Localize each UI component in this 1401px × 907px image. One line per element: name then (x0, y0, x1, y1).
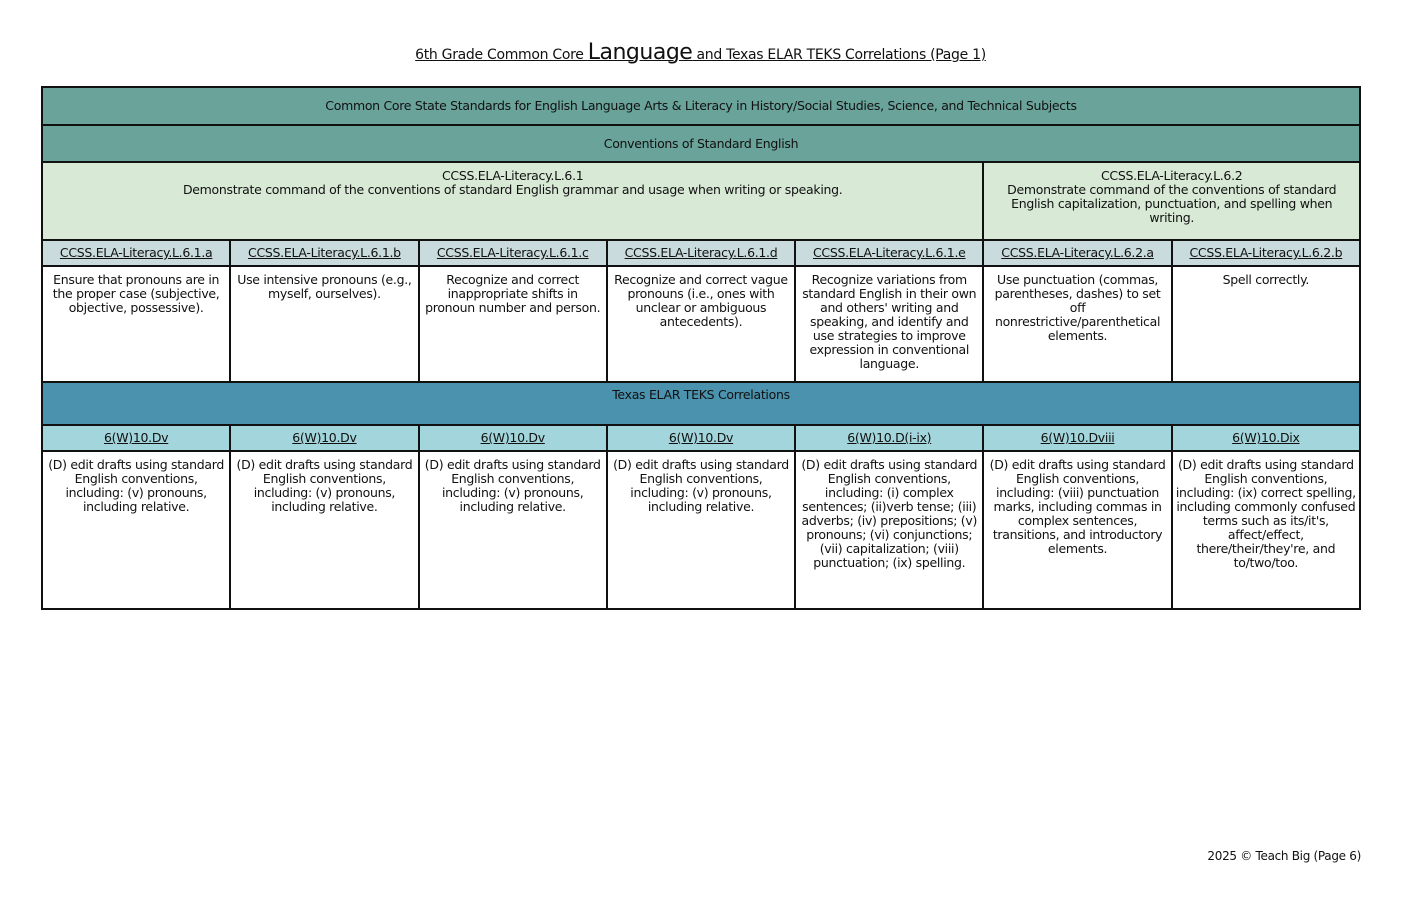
standard-code: CCSS.ELA-Literacy.L.6.1 (441, 168, 584, 183)
page-footer: 2025 © Teach Big (Page 6) (1207, 849, 1361, 863)
substandard-description: Recognize and correct vague pronouns (i.e., ones with unclear or ambiguous antecedents). (607, 266, 795, 382)
teks-description: (D) edit drafts using standard English conventions, including: (v) pronouns, including relative. (607, 451, 795, 609)
teks-description: (D) edit drafts using standard English conventions, including: (viii) punctuation marks, including commas in complex sentences, transitions, and introductory elements. (983, 451, 1171, 609)
teks-description: (D) edit drafts using standard English conventions, including: (v) pronouns, including relative. (419, 451, 607, 609)
substandard-code-link[interactable]: CCSS.ELA-Literacy.L.6.2.a (983, 240, 1171, 266)
ccss-header: Common Core State Standards for English Language Arts & Literacy in History/Social Studies, Science, and Technical Subjects (42, 87, 1360, 125)
teks-code-link[interactable]: 6(W)10.Dv (230, 425, 418, 451)
teks-code-link[interactable]: 6(W)10.Dv (607, 425, 795, 451)
page-title (0, 38, 1401, 70)
standard-code: CCSS.ELA-Literacy.L.6.2 (1100, 168, 1243, 183)
substandard-description: Use intensive pronouns (e.g., myself, ourselves). (230, 266, 418, 382)
substandard-code-link[interactable]: CCSS.ELA-Literacy.L.6.1.a (42, 240, 230, 266)
substandard-description: Recognize variations from standard English in their own and others' writing and speaking, and identify and use strategies to improve expression in conventional language. (795, 266, 983, 382)
teks-description: (D) edit drafts using standard English conventions, including: (v) pronouns, including relative. (230, 451, 418, 609)
title-prefix: 6th Grade Common Core (415, 47, 588, 63)
teks-description: (D) edit drafts using standard English conventions, including: (i) complex sentences; (ii)verb tense; (iii) adverbs; (iv) prepositions; (v) pronouns; (vi) conjunctions; (vii) capitalization; (viii) punctuation; (ix) spelling. (795, 451, 983, 609)
teks-code-link[interactable]: 6(W)10.Dix (1172, 425, 1360, 451)
standard-text: Demonstrate command of the conventions of standard English grammar and usage when writing or speaking. (182, 182, 843, 197)
teks-description: (D) edit drafts using standard English conventions, including: (v) pronouns, including relative. (42, 451, 230, 609)
standard-l61 (42, 162, 983, 240)
title-suffix: and Texas ELAR TEKS Correlations (Page 1) (692, 47, 986, 63)
substandard-code-link[interactable]: CCSS.ELA-Literacy.L.6.1.e (795, 240, 983, 266)
teks-header: Texas ELAR TEKS Correlations (42, 382, 1360, 425)
substandard-description: Recognize and correct inappropriate shifts in pronoun number and person. (419, 266, 607, 382)
substandard-description: Use punctuation (commas, parentheses, dashes) to set off nonrestrictive/parenthetical elements. (983, 266, 1171, 382)
substandard-description: Spell correctly. (1172, 266, 1360, 382)
substandard-code-link[interactable]: CCSS.ELA-Literacy.L.6.1.c (419, 240, 607, 266)
correlations-table (41, 86, 1361, 610)
title-emphasis: Language (587, 40, 693, 65)
teks-description: (D) edit drafts using standard English conventions, including: (ix) correct spelling, including commonly confused terms such as its/it's, affect/effect, there/their/they're, and to/two/too. (1172, 451, 1360, 609)
substandard-code-link[interactable]: CCSS.ELA-Literacy.L.6.1.b (230, 240, 418, 266)
teks-code-link[interactable]: 6(W)10.Dv (42, 425, 230, 451)
substandard-description: Ensure that pronouns are in the proper case (subjective, objective, possessive). (42, 266, 230, 382)
substandard-code-link[interactable]: CCSS.ELA-Literacy.L.6.1.d (607, 240, 795, 266)
strand-header: Conventions of Standard English (42, 125, 1360, 162)
teks-code-link[interactable]: 6(W)10.Dviii (983, 425, 1171, 451)
standard-text: Demonstrate command of the conventions of standard English capitalization, punctuation, and spelling when writing. (1007, 182, 1337, 225)
standard-l62 (983, 162, 1360, 240)
teks-code-link[interactable]: 6(W)10.Dv (419, 425, 607, 451)
teks-code-link[interactable]: 6(W)10.D(i-ix) (795, 425, 983, 451)
substandard-code-link[interactable]: CCSS.ELA-Literacy.L.6.2.b (1172, 240, 1360, 266)
